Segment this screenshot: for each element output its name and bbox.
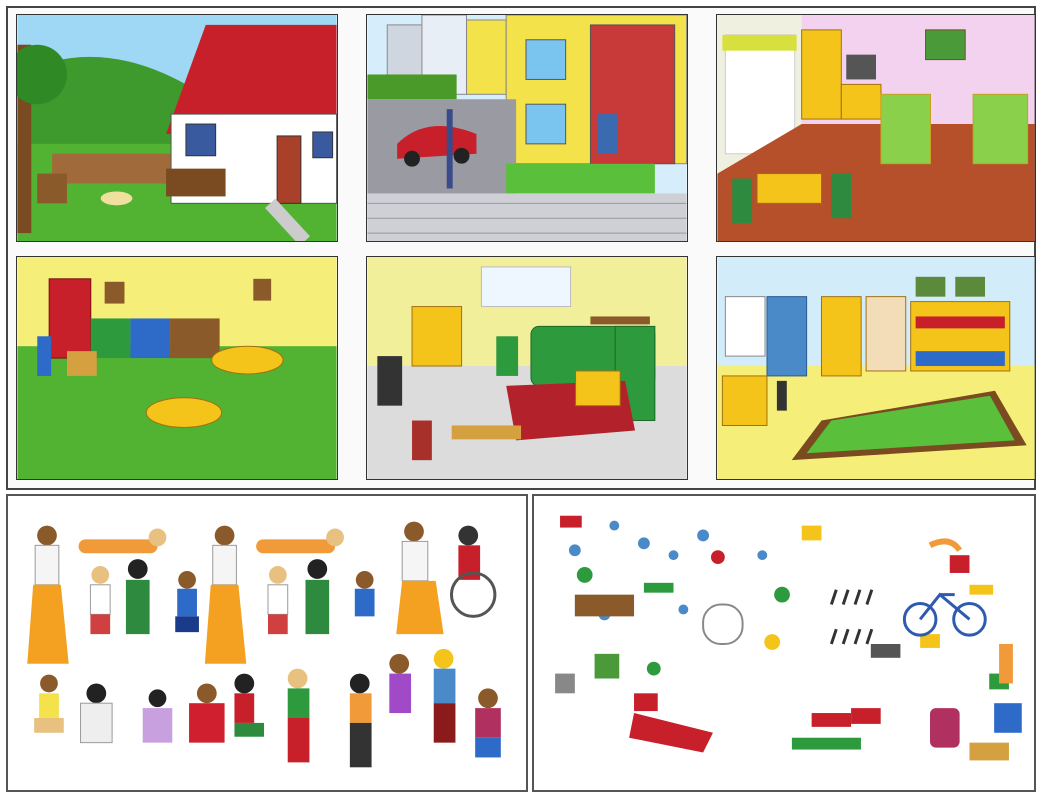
scene-classroom[interactable] xyxy=(16,256,338,480)
object-cutouts-sheet[interactable] xyxy=(532,494,1036,792)
scene-street-apartment[interactable] xyxy=(366,14,688,242)
people-cutouts-sheet[interactable] xyxy=(6,494,528,792)
living-room-icon xyxy=(367,257,687,479)
bedroom-icon xyxy=(717,15,1035,241)
street-apartment-icon xyxy=(367,15,687,241)
scene-living-room[interactable] xyxy=(366,256,688,480)
classroom-icon xyxy=(17,257,337,479)
house-garden-icon xyxy=(17,15,337,241)
scene-house-garden[interactable] xyxy=(16,14,338,242)
scene-bedroom[interactable] xyxy=(716,14,1036,242)
object-cutouts-icon xyxy=(534,496,1034,790)
scene-kids-room[interactable] xyxy=(716,256,1036,480)
people-cutouts-icon xyxy=(8,496,526,790)
kids-room-icon xyxy=(717,257,1035,479)
